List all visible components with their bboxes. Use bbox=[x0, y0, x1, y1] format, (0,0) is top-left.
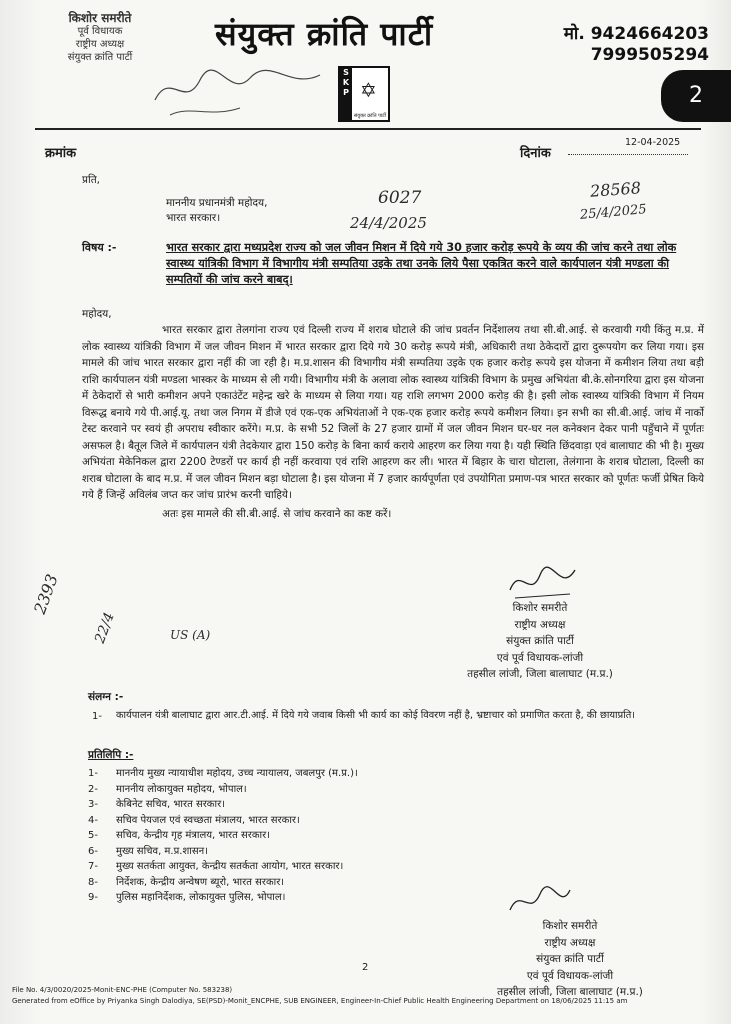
list-item: 1- माननीय मुख्य न्यायाधीश महोदय, उच्च न्यायालय, जबलपुर (म.प्र.)। bbox=[88, 768, 358, 779]
list-item: 5- सचिव, केन्द्रीय गृह मंत्रालय, भारत सरकार। bbox=[88, 830, 271, 841]
addressee-line-1: माननीय प्रधानमंत्री महोदय, bbox=[166, 197, 268, 209]
letterhead-divider bbox=[35, 128, 701, 130]
copies-list bbox=[88, 766, 418, 906]
list-item: 9- पुलिस महानिर्देशक, लोकायुक्त पुलिस, भोपाल। bbox=[88, 892, 286, 903]
list-item: 3- केबिनेट सचिव, भारत सरकार। bbox=[88, 799, 225, 810]
sender-party: संयुक्त क्रांति पार्टी bbox=[67, 52, 133, 63]
party-logo bbox=[338, 66, 390, 122]
salutation: महोदय, bbox=[82, 308, 112, 320]
page-tab-badge: 2 bbox=[661, 70, 731, 122]
copies-label: प्रतिलिपि :- bbox=[88, 749, 134, 761]
sig1-title: राष्ट्रीय अध्यक्ष bbox=[514, 618, 566, 631]
footer-generated-line: Generated from eOffice by Priyanka Singh Dalodiya, SE(PSD)-Monit_ENCPHE, SUB ENGINEER, Engineer-In-Chief Public Health Engineering Department on 18/06/2025 11:15 am bbox=[12, 997, 628, 1005]
date-dotted-line bbox=[568, 154, 688, 155]
signature-scribble-1 bbox=[505, 560, 585, 605]
subject-label: विषय :- bbox=[82, 241, 117, 254]
handwritten-ref-number: 6027 bbox=[378, 188, 422, 208]
list-item: 6- मुख्य सचिव, म.प्र.शासन। bbox=[88, 845, 208, 857]
sig2-name: किशोर समरीते bbox=[542, 920, 598, 932]
handwritten-margin-date: 22/4 bbox=[92, 610, 118, 646]
logo-strip: S K P bbox=[340, 68, 352, 120]
sig2-title: राष्ट्रीय अध्यक्ष bbox=[544, 936, 596, 949]
handwritten-us-note: US (A) bbox=[170, 628, 211, 642]
handwritten-receipt-number: 28568 bbox=[589, 178, 642, 201]
party-name-heading: संयुक्त क्रांति पार्टी bbox=[215, 15, 434, 53]
sig1-name: किशोर समरीते bbox=[512, 602, 568, 614]
star-of-logo-icon: ✡ bbox=[360, 78, 377, 102]
sig2-party: संयुक्त क्रांति पार्टी bbox=[536, 953, 604, 965]
handwritten-margin-number: 2393 bbox=[30, 571, 62, 617]
addressee-line-2: भारत सरकार। bbox=[166, 212, 221, 224]
list-item: 7- मुख्य सतर्कता आयुक्त, केन्द्रीय सतर्कता आयोग, भारत सरकार। bbox=[88, 861, 344, 872]
body-paragraph-1: भारत सरकार द्वारा तेलगांना राज्य एवं दिल्ली राज्य में शराब घोटाले की जांच प्रवर्तन निर्देशालय तथा सी.बी.आई. से करवायी गयी किंतु म.प्र. में लोक स्वास्थ्य यांत्रिकी विभाग में जल जीवन मिशन में भारत सरकार द्वारा दिये गये 30 करोड़ रूपये मंत्री, अधिकारी तथा ठेकेदारों द्वारा दुरूपयोग कर लिया गया। इस मामले की जांच भारत सरकार द्वारा नहीं की जा रही है। म.प्र.शासन की विभागीय मंत्री सम्पतिया उइके एक हजार करोड़ रूपये इस योजना में कमीशन लिया तथा बड़ी राशि कार्यपालन यंत्री मण्डला भास्कर के माध्यम से ली गयी। विभागीय मंत्री के अलावा लोक स्वास्थ्य यांत्रिकी विभाग के प्रमुख अभियंता बी.के.सोनगरिया द्वारा इस योजना में ठेकेदारों से भारी कमीशन अपने एकाउंटेंट महेन्द्र खरे के माध्यम से लिया गया। यह राशि लगभग 2000 करोड़ की है। इसी लोक स्वास्थ्य यांत्रिकी विभाग में नियम विरूद्ध बनाये गये पी.आई.यू. तथा जल निगम में डीजे एवं एक-एक अभियंताओं ने एक-एक हजार करोड़ रूपये कमीशन लिया। इन सभी का सी.बी.आई. जांच में नार्को टेस्ट करवाने पर स्वयं ही अपराध स्वीकार करेंगे। म.प्र. के सभी 52 जिलों के 27 हजार ग्रामों में जल जीवन मिशन घर-घर नल कनेक्शन देकर पानी पहुँचाने में पूर्णतः असफल है। बैतूल जिले में कार्यपालन यंत्री तेदकेयार द्वारा 150 करोड़ के बिना कार्य कराये आहरण कर लिया गया है। यही स्थिति छिंदवाड़ा एवं बालाघाट की भी है। मुख्य अभियंता मेकेनिकल द्वारा 2200 टेण्डरों पर कार्य ही नहीं करवाया एवं राशि आहरण कर ली। भारत में बिहार के चारा घोटाला, तेलंगाना के शराब घोटाला, दिल्ली का शराब घोटाला के बाद म.प्र. में जल जीवन मिशन बड़ा घोटाला है। इस योजना में 7 हजार कार्यपूर्णता एवं उपयोगिता प्रमाण-पत्र भारत सरकार को पूर्णतः फर्जी प्रेषित किये गये हैं जिन्हें अविलंब जप्त कर जांच प्रारंभ करनी चाहिये। bbox=[82, 324, 704, 501]
sig1-address: तहसील लांजी, जिला बालाघाट (म.प्र.) bbox=[467, 668, 613, 680]
letter-body bbox=[82, 322, 704, 522]
phone-block bbox=[564, 24, 709, 66]
page-number: 2 bbox=[362, 962, 369, 973]
sig1-party: संयुक्त क्रांति पार्टी bbox=[506, 635, 574, 647]
sender-former: पूर्व विधायक bbox=[77, 26, 123, 37]
signature-scribble-2 bbox=[505, 882, 575, 922]
phone-2: 7999505294 bbox=[590, 45, 709, 65]
phone-1: 9424664203 bbox=[590, 24, 709, 44]
signature-block-1 bbox=[440, 600, 640, 683]
footer-file-line: File No. 4/3/0020/2025-Monit-ENC-PHE (Computer No. 583238) bbox=[12, 986, 233, 994]
phone-label: मो. bbox=[563, 24, 585, 44]
sender-title: राष्ट्रीय अध्यक्ष bbox=[75, 39, 125, 50]
kramank-label: क्रमांक bbox=[45, 146, 77, 161]
logo-caption: संयुक्त क्रांति पार्टी bbox=[353, 113, 387, 119]
list-item: 8- निर्देशक, केन्द्रीय अन्वेषण ब्यूरो, भारत सरकार। bbox=[88, 876, 285, 888]
dinank-label: दिनांक bbox=[520, 146, 551, 161]
prati-label: प्रति, bbox=[82, 174, 101, 186]
sig2-former: एवं पूर्व विधायक-लांजी bbox=[526, 969, 614, 982]
enclosure-number: 1- bbox=[92, 711, 102, 722]
handwritten-scribble-top bbox=[150, 60, 330, 120]
subject-text: भारत सरकार द्वारा मध्यप्रदेश राज्य को जल जीवन मिशन में दिये गये 30 हजार करोड़ रूपये के व्यय की जांच करने तथा लोक स्वास्थ्य यांत्रिकी विभाग में विभागीय मंत्री सम्पतिया उइके तथा उनके लिये पैसा एकत्रित करने वाले कार्यपालन यंत्री मण्डला की सम्पतियों की जांच करने बाबद्। bbox=[166, 241, 677, 286]
body-paragraph-2: अतः इस मामले की सी.बी.आई. से जांच करवाने का कष्ट करें। bbox=[162, 507, 392, 520]
eoffice-footer bbox=[12, 985, 722, 1007]
letterhead-sender-block bbox=[30, 12, 170, 64]
list-item: 2- माननीय लोकायुक्त महोदय, भोपाल। bbox=[88, 783, 247, 795]
list-item: 4- सचिव पेयजल एवं स्वच्छता मंत्रालय, भारत सरकार। bbox=[88, 814, 300, 826]
handwritten-receipt-date: 25/4/2025 bbox=[579, 202, 648, 223]
handwritten-ref-date: 24/4/2025 bbox=[350, 214, 427, 232]
enclosure-label: संलग्न :- bbox=[88, 691, 124, 703]
letter-date: 12-04-2025 bbox=[625, 137, 681, 148]
sig1-former: एवं पूर्व विधायक-लांजी bbox=[496, 651, 584, 664]
sender-name: किशोर समरीते bbox=[68, 11, 132, 25]
sig2-address: तहसील लांजी, जिला बालाघाट (म.प्र.) bbox=[497, 986, 643, 998]
enclosure-text: कार्यपालन यंत्री बालाघाट द्वारा आर.टी.आई. में दिये गये जवाब किसी भी कार्य का कोई विवरण नहीं है, भ्रष्टाचार को प्रमाणित करता है, की छायाप्रति। bbox=[116, 710, 636, 721]
